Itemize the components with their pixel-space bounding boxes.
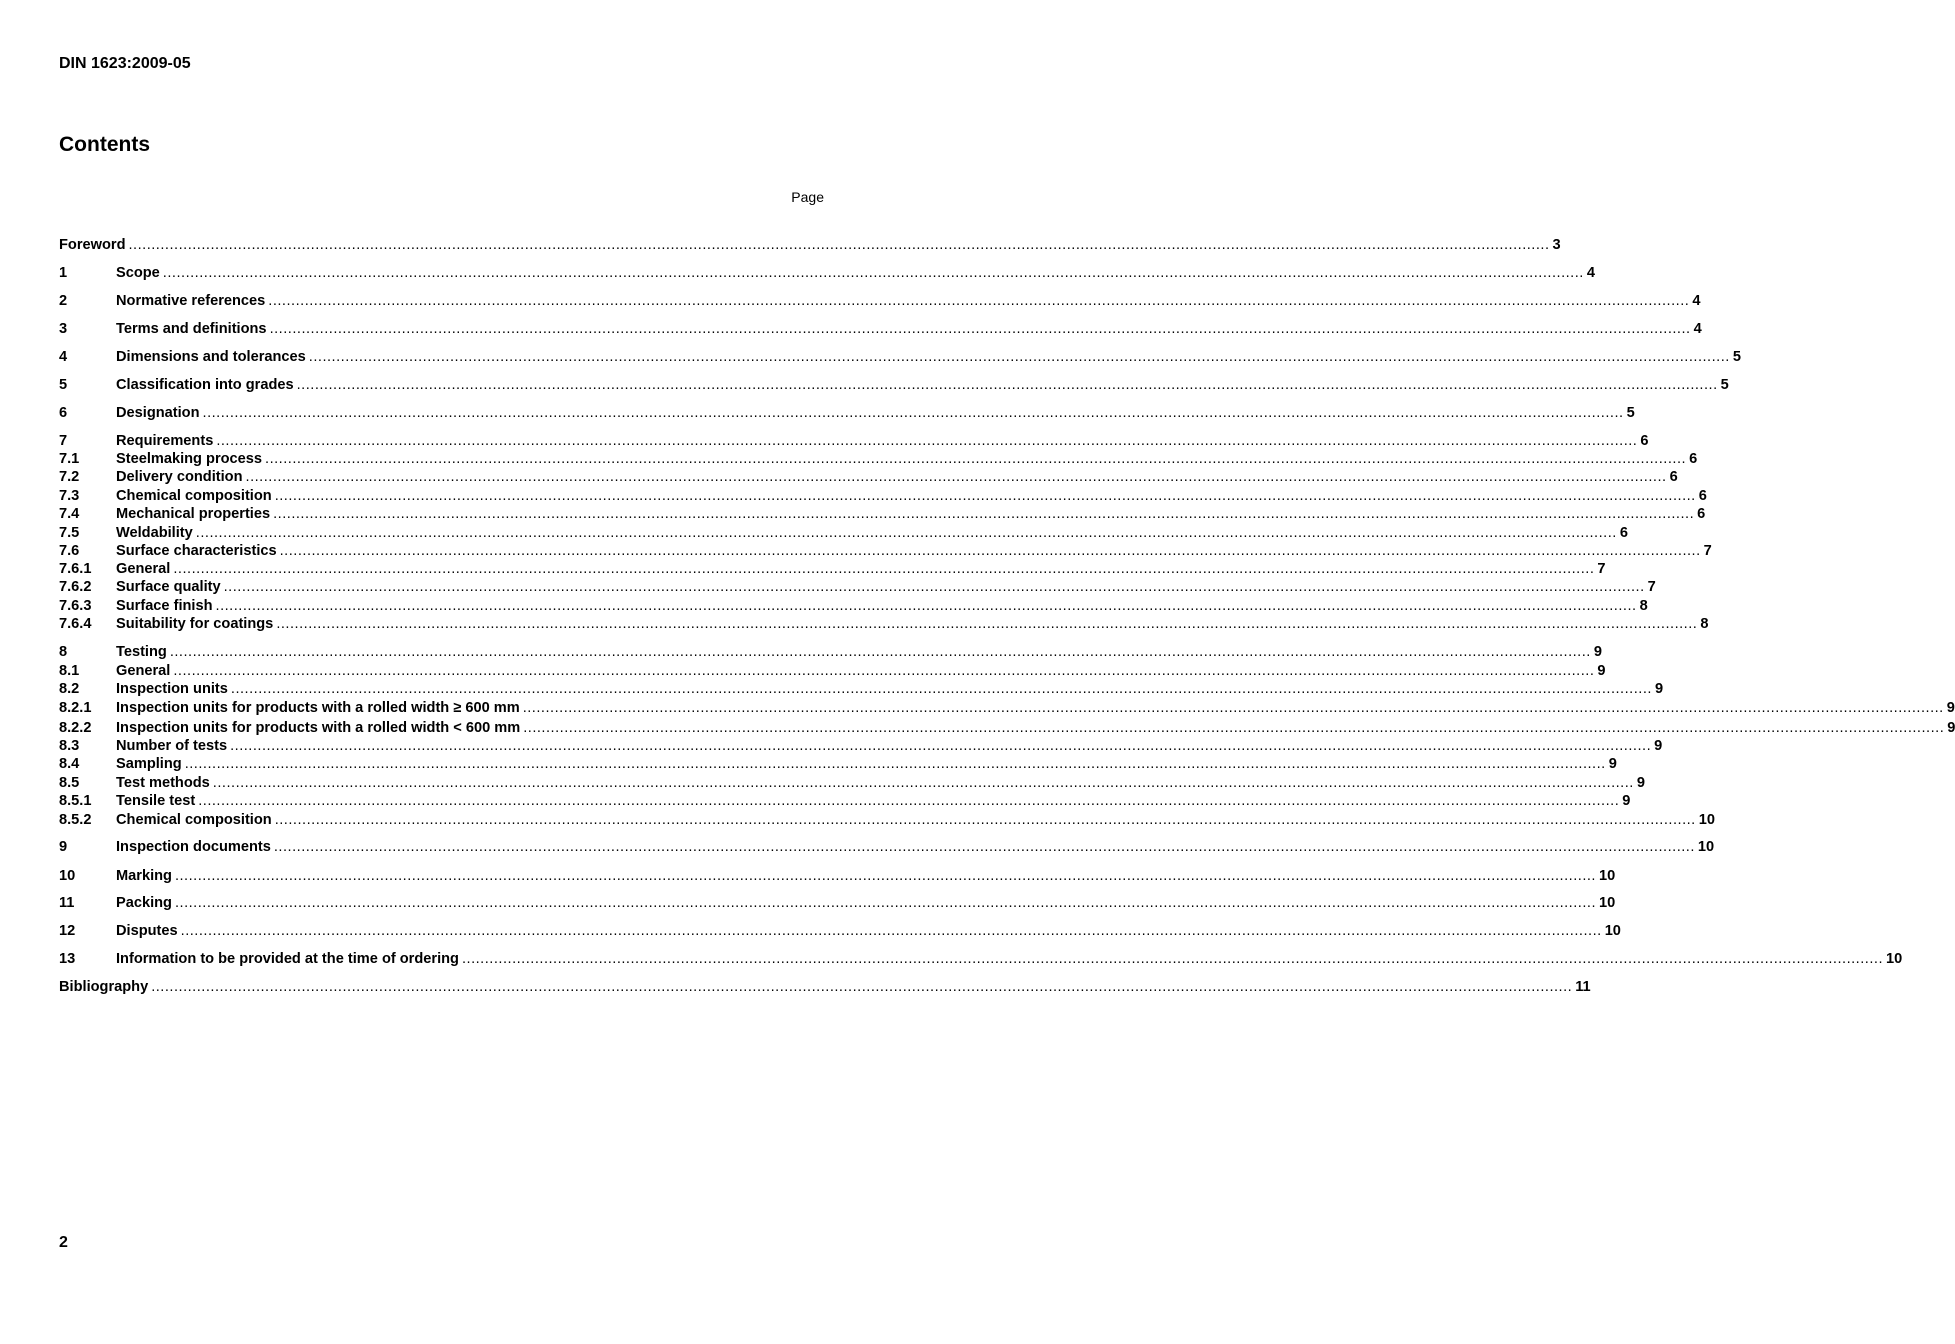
toc-entry-page: 9 — [1597, 663, 1606, 679]
toc-entry-title: Inspection units for products with a rolled width ≥ 600 mm — [116, 700, 520, 716]
toc-entry-number: 8.1 — [59, 663, 80, 679]
toc-entry-foreword[interactable] — [59, 236, 1561, 255]
toc-entry-bibliography[interactable] — [59, 978, 1591, 997]
toc-entry-page: 4 — [1586, 265, 1595, 281]
toc-entry-number: 7.1 — [59, 451, 80, 467]
toc-entry-title: Chemical composition — [116, 812, 272, 828]
toc-entry-title: Tensile test — [116, 793, 196, 809]
toc-entry-page: 4 — [1692, 293, 1701, 309]
toc-entry-page: 11 — [1575, 979, 1591, 995]
toc-entry-title: Suitability for coatings — [116, 616, 274, 632]
toc-entry-page: 10 — [1604, 923, 1621, 939]
leader-dots — [297, 376, 1718, 395]
toc-entry[interactable] — [59, 348, 1741, 367]
toc-entry-title: Information to be provided at the time of ordering — [116, 951, 459, 967]
toc-entry-page: 5 — [1626, 405, 1635, 421]
toc-entry-page: 6 — [1698, 488, 1707, 504]
toc-entry-title: General — [116, 663, 171, 679]
leader-dots — [523, 719, 1944, 738]
toc-entry-number: 8.5 — [59, 775, 80, 791]
toc-entry-number: 7.2 — [59, 469, 80, 485]
page-column-label: Page — [791, 189, 824, 205]
toc-entry-page: 5 — [1732, 349, 1741, 365]
toc-entry-title: Surface finish — [116, 598, 213, 614]
toc-entry-number: 7.3 — [59, 488, 80, 504]
toc-entry[interactable] — [59, 894, 1616, 913]
toc-entry-page: 10 — [1698, 812, 1715, 828]
toc-entry-number: 7.6 — [59, 543, 80, 559]
toc-entry-number: 2 — [59, 293, 68, 309]
toc-entry[interactable] — [59, 811, 1715, 830]
toc-entry-page: 6 — [1697, 506, 1706, 522]
toc-entry[interactable] — [59, 487, 1707, 506]
toc-entry-page: 7 — [1597, 561, 1606, 577]
toc-entry-title: Dimensions and tolerances — [116, 349, 306, 365]
toc-entry-page: 9 — [1654, 681, 1664, 697]
leader-dots — [175, 867, 1596, 886]
leader-dots — [462, 950, 1883, 969]
toc-entry-number: 9 — [59, 839, 68, 855]
toc-entry-title: Classification into grades — [116, 377, 294, 393]
toc-entry-page: 4 — [1693, 321, 1702, 337]
document-id: DIN 1623:2009-05 — [59, 55, 191, 72]
toc-entry-number: 7.5 — [59, 525, 80, 541]
toc-entry-title: Requirements — [116, 433, 214, 449]
toc-entry-number: 8.2.1 — [59, 700, 92, 716]
leader-dots — [230, 737, 1651, 756]
toc-entry-title: Terms and definitions — [116, 321, 267, 337]
toc-entry-title: Delivery condition — [116, 469, 243, 485]
toc-entry-title: Sampling — [116, 756, 182, 772]
toc-entry-number: 4 — [59, 349, 68, 365]
toc-entry[interactable] — [59, 404, 1635, 423]
toc-entry[interactable] — [59, 643, 1602, 662]
toc-entry-title: Designation — [116, 405, 200, 421]
toc-entry-page: 10 — [1886, 951, 1903, 967]
toc-entry-title: Packing — [116, 895, 172, 911]
toc-entry-number: 8.5.1 — [59, 793, 92, 809]
toc-entry-page: 9 — [1622, 793, 1631, 809]
leader-dots — [173, 560, 1594, 579]
leader-dots — [265, 450, 1686, 469]
leader-dots — [151, 978, 1572, 997]
leader-dots — [268, 292, 1689, 311]
leader-dots — [216, 597, 1637, 616]
leader-dots — [216, 432, 1637, 451]
toc-entry-title: Test methods — [116, 775, 210, 791]
toc-entry[interactable] — [59, 662, 1606, 681]
leader-dots — [309, 348, 1730, 367]
toc-entry-page: 9 — [1608, 756, 1617, 772]
toc-entry-number: 7.6.4 — [59, 616, 92, 632]
toc-entry-page: 7 — [1703, 543, 1712, 559]
toc-entry-page: 9 — [1636, 775, 1645, 791]
leader-dots — [276, 615, 1697, 634]
toc-entry-number: 7.6.2 — [59, 579, 92, 595]
leader-dots — [170, 643, 1591, 662]
toc-entry-number: 8 — [59, 644, 68, 660]
toc-entry-title: Inspection documents — [116, 839, 271, 855]
leader-dots — [196, 524, 1617, 543]
toc-entry-number: 8.4 — [59, 756, 80, 772]
leader-dots — [185, 755, 1606, 774]
toc-entry-title: Mechanical properties — [116, 506, 271, 522]
toc-entry[interactable] — [59, 719, 1955, 738]
toc-entry-number: 10 — [59, 868, 76, 884]
toc-entry[interactable] — [59, 774, 1645, 793]
toc-entry[interactable] — [59, 578, 1656, 597]
leader-dots — [163, 264, 1584, 283]
toc-entry-number: 8.5.2 — [59, 812, 92, 828]
toc-entry-number: 3 — [59, 321, 68, 337]
toc-entry[interactable] — [59, 792, 1631, 811]
toc-entry-title: Steelmaking process — [116, 451, 263, 467]
toc-entry-title: Surface characteristics — [116, 543, 277, 559]
toc-entry-page: 10 — [1599, 895, 1616, 911]
toc-entry-page: 9 — [1946, 700, 1955, 716]
toc-entry-number: 5 — [59, 377, 68, 393]
toc-entry-title: Number of tests — [116, 738, 228, 754]
toc-entry[interactable] — [59, 737, 1663, 756]
toc-entry[interactable] — [59, 755, 1617, 774]
toc-entry-title: Inspection units — [116, 681, 228, 697]
toc-entry-title: Scope — [116, 265, 160, 281]
toc-entry-page: 8 — [1700, 616, 1709, 632]
toc-entry-title: Weldability — [116, 525, 193, 541]
leader-dots — [280, 542, 1701, 561]
leader-dots — [231, 680, 1652, 699]
toc-entry[interactable] — [59, 867, 1616, 886]
toc-entry-number: 8.2.2 — [59, 720, 92, 736]
leader-dots — [224, 578, 1645, 597]
toc-entry[interactable] — [59, 542, 1712, 561]
toc-entry-title: Normative references — [116, 293, 266, 309]
toc-entry-number: 7.6.3 — [59, 598, 92, 614]
leader-dots — [274, 838, 1695, 857]
toc-entry-title: Foreword — [59, 237, 126, 253]
leader-dots — [175, 894, 1596, 913]
toc-entry[interactable] — [59, 376, 1729, 395]
toc-entry[interactable] — [59, 560, 1606, 579]
toc-entry-title: Marking — [116, 868, 172, 884]
leader-dots — [181, 922, 1602, 941]
leader-dots — [246, 468, 1667, 487]
toc-entry[interactable] — [59, 264, 1595, 283]
toc-entry-page: 10 — [1599, 868, 1616, 884]
toc-entry[interactable] — [59, 524, 1628, 543]
toc-entry-page: 7 — [1647, 579, 1656, 595]
toc-entry-number: 13 — [59, 951, 76, 967]
toc-entry-page: 6 — [1689, 451, 1698, 467]
toc-entry[interactable] — [59, 615, 1709, 634]
toc-entry-number: 12 — [59, 923, 76, 939]
leader-dots — [275, 487, 1696, 506]
toc-entry-number: 8.2 — [59, 681, 80, 697]
leader-dots — [203, 404, 1624, 423]
page-title: Contents — [59, 133, 150, 156]
toc-entry-page: 8 — [1639, 598, 1648, 614]
toc-entry[interactable] — [59, 450, 1698, 469]
toc-entry-page: 6 — [1640, 433, 1649, 449]
leader-dots — [213, 774, 1634, 793]
toc-entry-number: 7.6.1 — [59, 561, 92, 577]
toc-entry-number: 7 — [59, 433, 68, 449]
toc-entry[interactable] — [59, 468, 1678, 487]
toc-entry-title: Disputes — [116, 923, 178, 939]
toc-entry-page: 10 — [1697, 839, 1715, 855]
leader-dots — [198, 792, 1619, 811]
toc-entry-page: 5 — [1720, 377, 1729, 393]
page-number: 2 — [59, 1234, 68, 1251]
toc-entry[interactable] — [59, 950, 1903, 969]
leader-dots — [128, 236, 1549, 255]
toc-entry[interactable] — [59, 320, 1702, 339]
toc-entry-page: 9 — [1593, 644, 1602, 660]
toc-entry-number: 1 — [59, 265, 68, 281]
toc-entry[interactable] — [59, 432, 1649, 451]
toc-entry-title: Chemical composition — [116, 488, 272, 504]
toc-entry-title: Inspection units for products with a rolled width < 600 mm — [116, 720, 521, 736]
toc-entry[interactable] — [59, 597, 1648, 616]
toc-entry-title: Bibliography — [59, 979, 149, 995]
toc-entry[interactable] — [59, 505, 1706, 524]
toc-entry[interactable] — [59, 699, 1955, 718]
leader-dots — [275, 811, 1696, 830]
toc-entry-number: 8.3 — [59, 738, 80, 754]
toc-entry[interactable] — [59, 680, 1664, 699]
toc-entry-number: 7.4 — [59, 506, 80, 522]
toc-entry-page: 9 — [1654, 738, 1663, 754]
leader-dots — [173, 662, 1594, 681]
toc-entry-page: 6 — [1669, 469, 1678, 485]
toc-entry[interactable] — [59, 292, 1701, 311]
toc-entry-title: General — [116, 561, 171, 577]
toc-entry-page: 6 — [1619, 525, 1628, 541]
leader-dots — [273, 505, 1694, 524]
leader-dots — [523, 699, 1944, 718]
toc-entry-title: Testing — [116, 644, 167, 660]
toc-entry-title: Surface quality — [116, 579, 221, 595]
toc-entry-page: 3 — [1552, 237, 1561, 253]
toc-entry[interactable] — [59, 838, 1715, 857]
toc-entry-number: 6 — [59, 405, 68, 421]
toc-entry-number: 11 — [59, 895, 75, 911]
toc-entry[interactable] — [59, 922, 1621, 941]
leader-dots — [270, 320, 1691, 339]
toc-entry-page: 9 — [1947, 720, 1955, 736]
